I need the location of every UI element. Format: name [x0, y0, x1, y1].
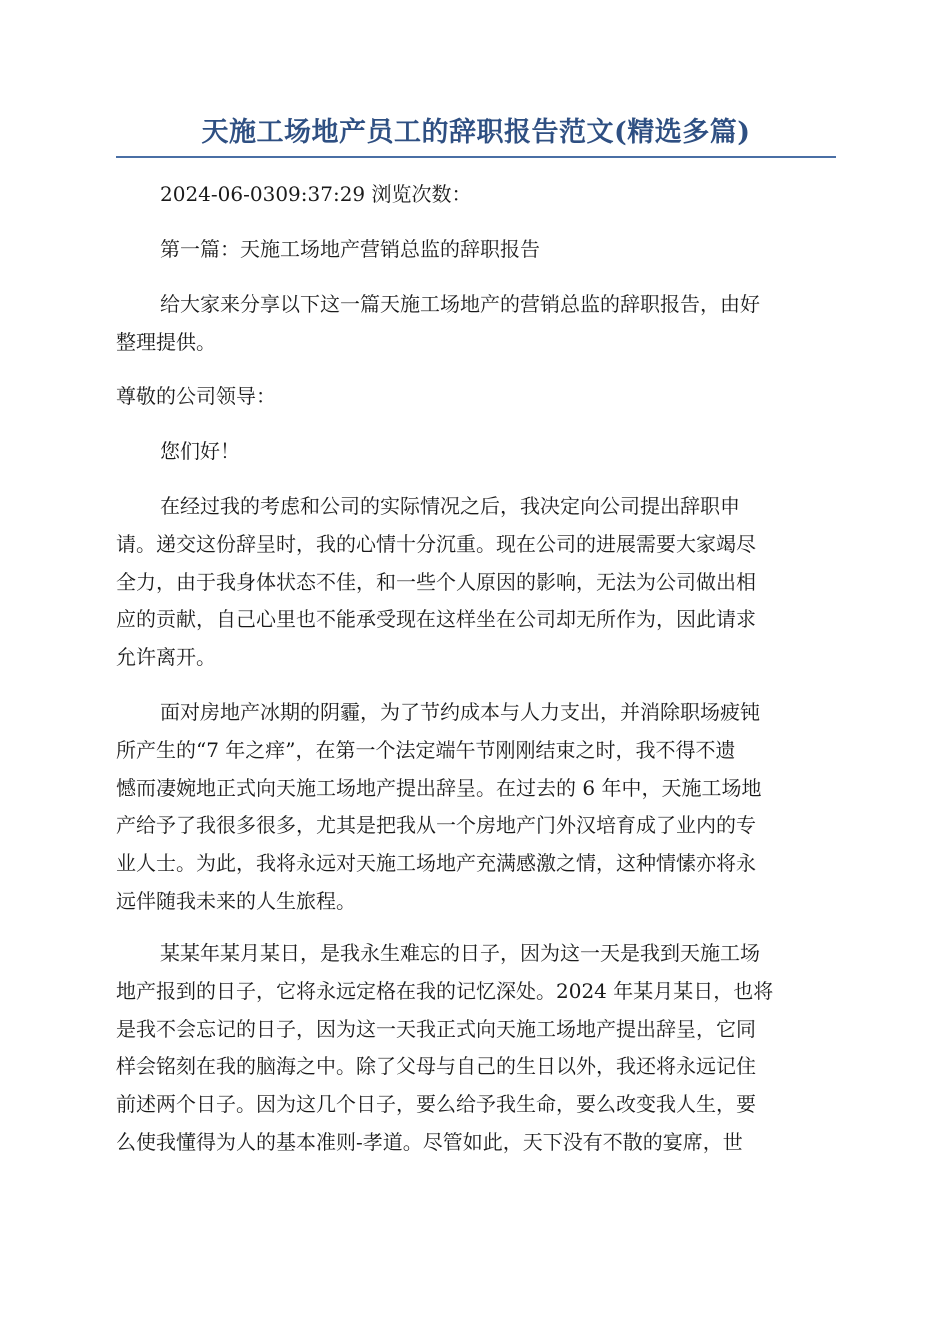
text-line: 面对房地产冰期的阴霾，为了节约成本与人力支出，并消除职场疲钝 [160, 700, 760, 724]
text-line: 样会铭刻在我的脑海之中。除了父母与自己的生日以外，我还将永远记住 [116, 1054, 756, 1079]
body-paragraph [116, 935, 836, 1162]
text-line: 全力，由于我身体状态不佳，和一些个人原因的影响，无法为公司做出相 [116, 569, 756, 594]
section-title: 第一篇：天施工场地产营销总监的辞职报告 [160, 237, 540, 261]
title-block [116, 110, 836, 158]
salutation: 尊敬的公司领导： [116, 384, 276, 408]
text-line: 整理提供。 [116, 329, 216, 354]
text-line: 业人士。为此，我将永远对天施工场地产充满感激之情，这种情愫亦将永 [116, 851, 756, 876]
greeting: 您们好！ [160, 439, 240, 463]
text-line: 在经过我的考虑和公司的实际情况之后，我决定向公司提出辞职申 [160, 494, 740, 518]
text-line: 前述两个日子。因为这几个日子，要么给予我生命，要么改变我人生，要 [116, 1092, 756, 1117]
body-paragraph [116, 488, 836, 677]
body-paragraph [116, 694, 836, 921]
text-line: 允许离开。 [116, 645, 216, 670]
text-line: 请。递交这份辞呈时，我的心情十分沉重。现在公司的进展需要大家竭尽 [116, 531, 756, 556]
text-line: 给大家来分享以下这一篇天施工场地产的营销总监的辞职报告，由好 [160, 292, 760, 316]
text-line: 地产报到的日子，它将永远定格在我的记忆深处。2024 年某月某日，也将 [116, 978, 774, 1003]
text-line: 应的贡献，自己心里也不能承受现在这样坐在公司却无所作为，因此请求 [116, 607, 756, 632]
text-line: 是我不会忘记的日子，因为这一天我正式向天施工场地产提出辞呈，它同 [116, 1016, 756, 1041]
text-line: 某某年某月某日，是我永生难忘的日子，因为这一天是我到天施工场 [160, 941, 760, 965]
document-title: 天施工场地产员工的辞职报告范文(精选多篇) [201, 117, 751, 148]
text-line: 憾而凄婉地正式向天施工场地产提出辞呈。在过去的 6 年中，天施工场地 [116, 775, 762, 800]
text-line: 么使我懂得为人的基本准则-孝道。尽管如此，天下没有不散的宴席，世 [116, 1129, 743, 1154]
text-line: 产给予了我很多很多，尤其是把我从一个房地产门外汉培育成了业内的专 [116, 813, 756, 838]
text-line: 所产生的“7 年之痒”，在第一个法定端午节刚刚结束之时，我不得不遗 [116, 737, 736, 762]
text-line: 远伴随我未来的人生旅程。 [116, 888, 356, 913]
intro-paragraph [116, 286, 836, 362]
document-meta: 2024-06-0309:37:29 浏览次数： [160, 182, 472, 206]
